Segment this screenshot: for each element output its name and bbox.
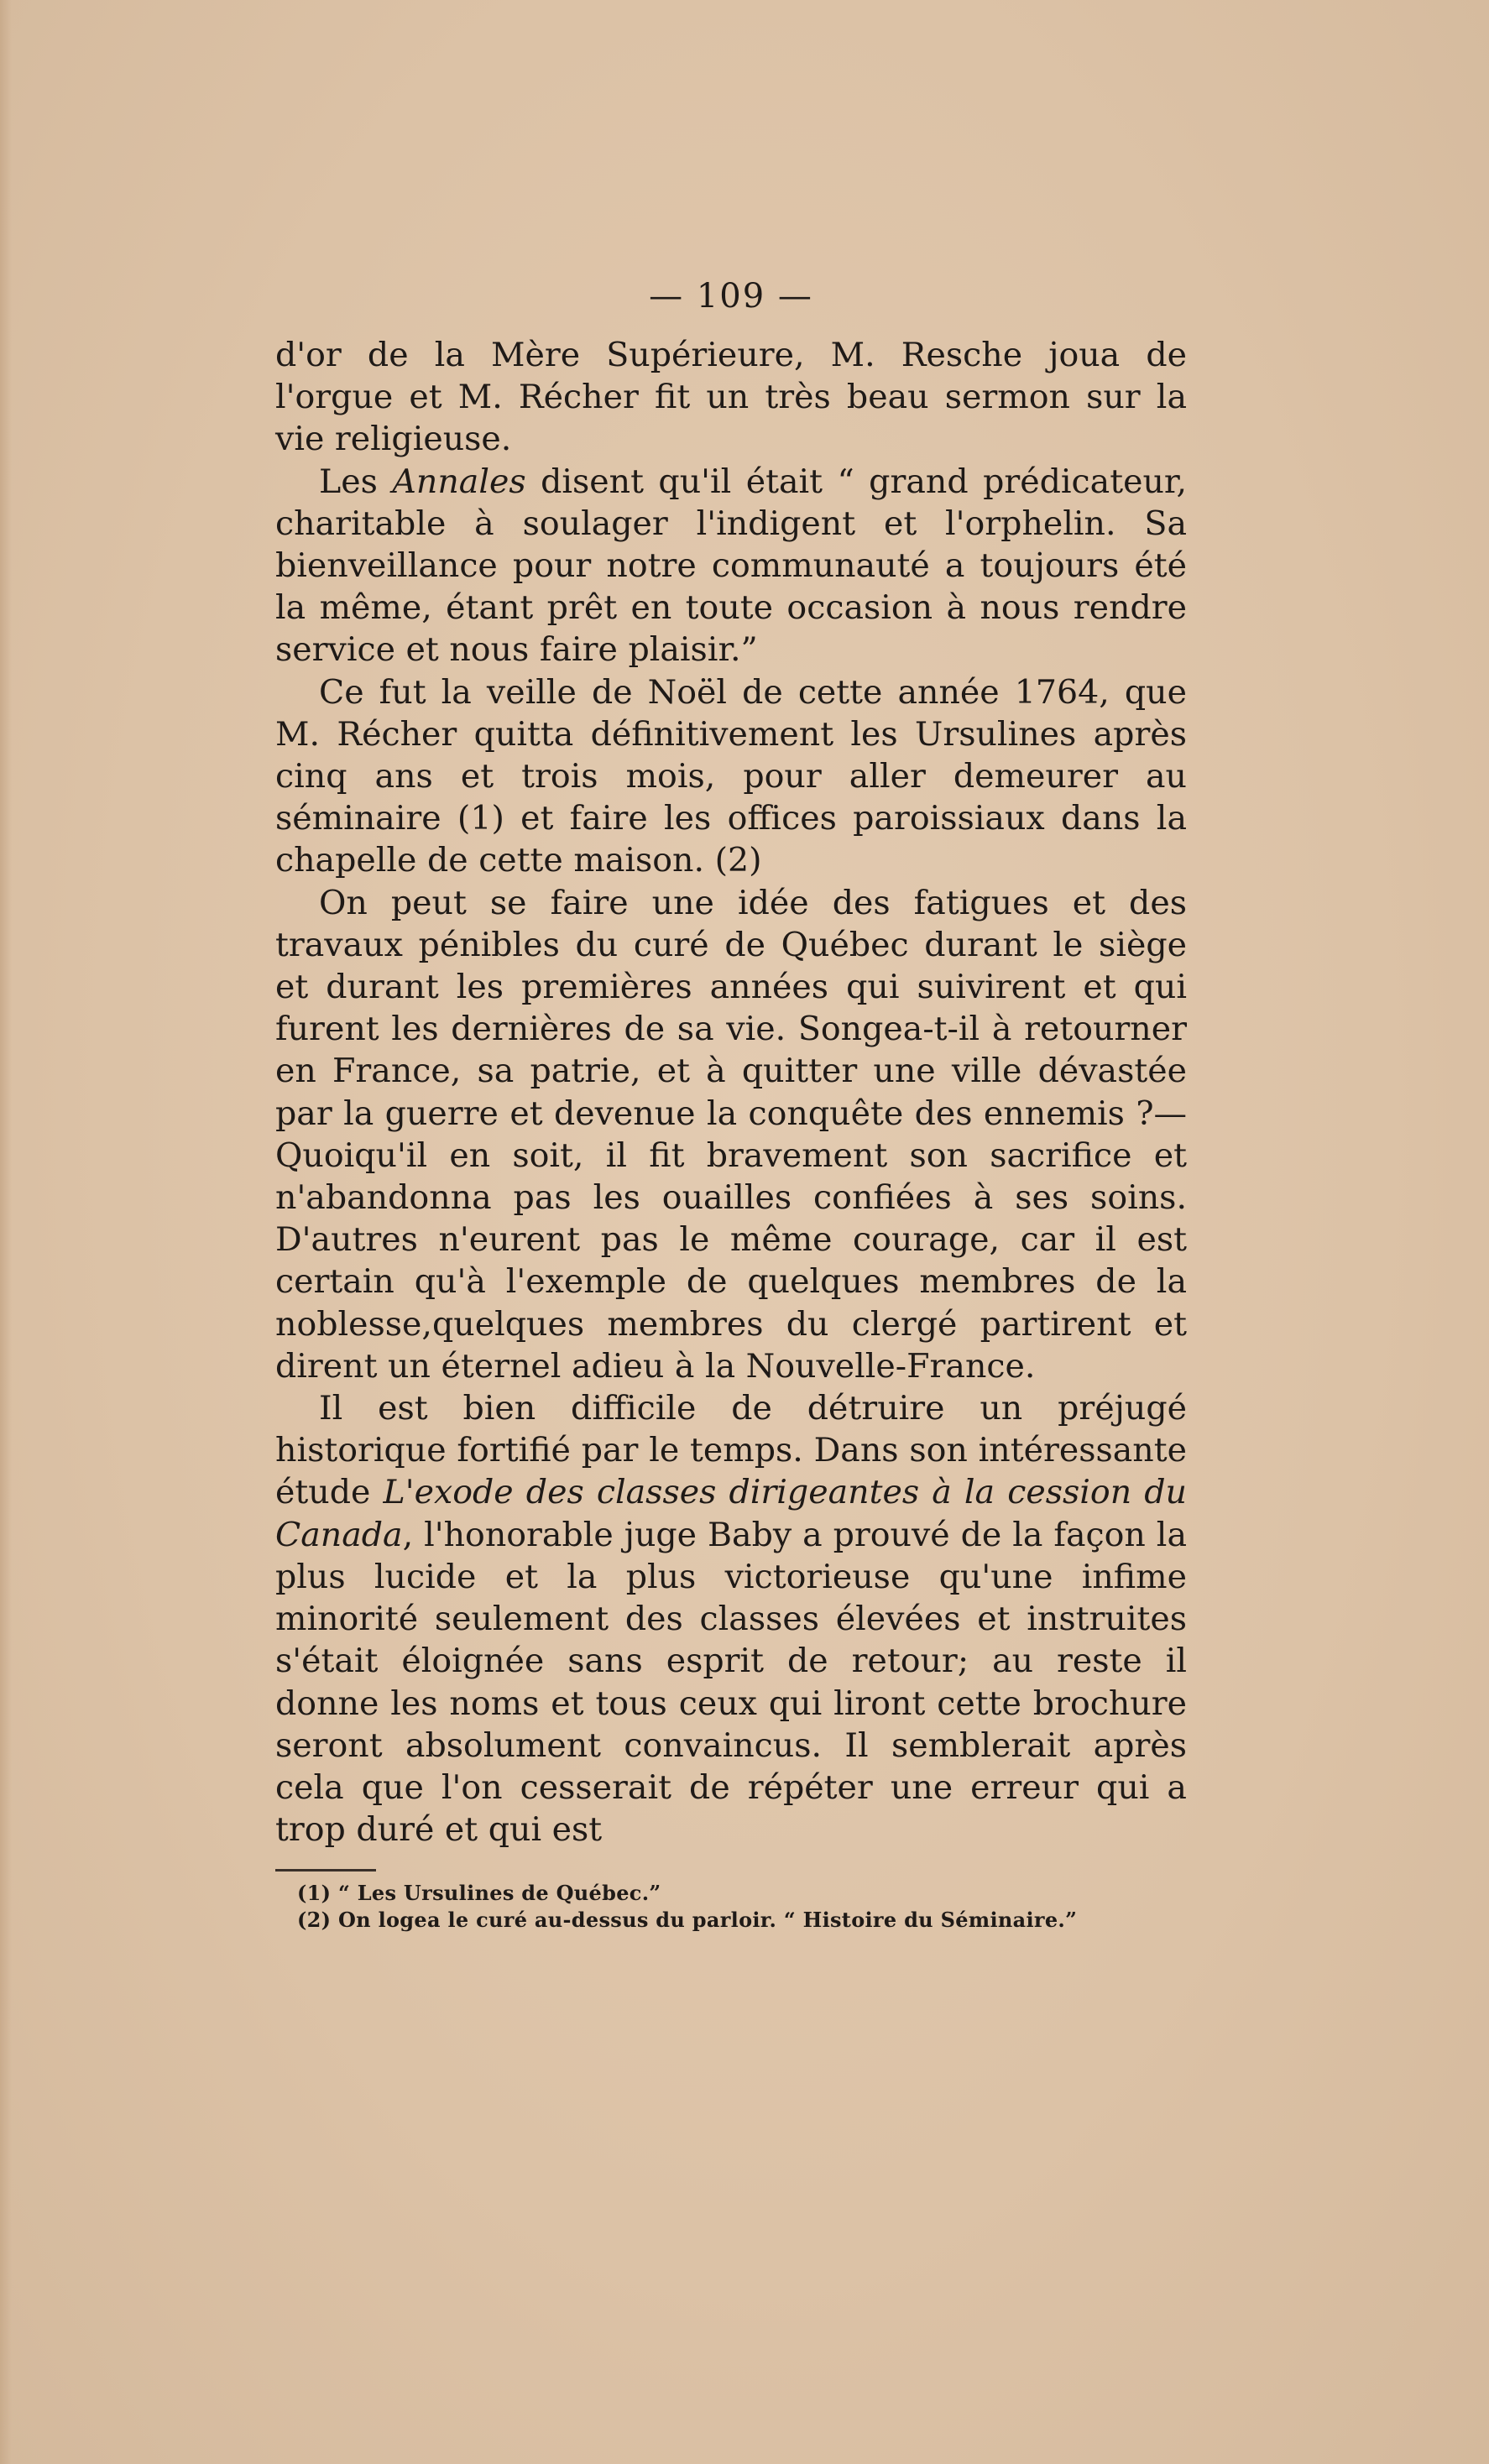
paragraph: [275, 461, 1187, 671]
paragraph: [275, 334, 1187, 461]
footnote-rule: [275, 1869, 376, 1871]
body-text: [275, 334, 1187, 1851]
text-run: Il est bien difficile de détruire un préjugé historique fortifié par le temps. Dans son intéressante étude: [275, 1389, 1187, 1512]
paragraph: [275, 1387, 1187, 1851]
italic-text: L'exode des classes dirigeantes à la cession du Canada: [275, 1473, 1187, 1554]
paragraph: [275, 882, 1187, 1387]
text-run: , l'honorable juge Baby a prouvé de la façon la plus lucide et la plus victorieuse qu'une infime minorité seulement des classes élevées et instruites s'était éloignée sans esprit de retour; au reste il donne les noms et tous ceux qui liront cette brochure seront absolument convaincus. Il semblerait après cela que l'on cesserait de répéter une erreur qui a trop duré et qui est: [275, 1515, 1187, 1850]
page-text-block: [275, 277, 1187, 1934]
footnote: (1) “ Les Ursulines de Québec.”: [297, 1881, 661, 1906]
text-run: d'or de la Mère Supérieure, M. Resche joua de l'orgue et M. Récher fit un très beau sermon sur la vie religieuse.: [275, 336, 1187, 459]
page-number: — 109 —: [649, 277, 813, 316]
text-run: Ce fut la veille de Noël de cette année 1764, que M. Récher quitta définitivement les Ursulines après cinq ans et trois mois, pour aller demeurer au séminaire (1) et faire les offices paroissiaux dans la chapelle de cette maison. (2): [275, 672, 1187, 880]
text-run: Les: [319, 462, 393, 501]
italic-text: Annales: [392, 462, 526, 501]
paragraph: [275, 671, 1187, 882]
footnote: (2) On logea le curé au-dessus du parloir. “ Histoire du Séminaire.”: [297, 1908, 1078, 1933]
page-edge-shadow: [0, 0, 12, 2464]
text-run: disent qu'il était “ grand prédicateur, charitable à soulager l'indigent et l'orphelin. Sa bienveillance pour notre communauté a toujours été la même, étant prêt en toute occasion à nous rendre service et nous faire plaisir.”: [275, 462, 1187, 670]
footnotes: [275, 1880, 1187, 1934]
text-run: On peut se faire une idée des fatigues et des travaux pénibles du curé de Québec durant le siège et durant les premières années qui suivirent et qui furent les dernières de sa vie. Songea-t-il à retourner en France, sa patrie, et à quitter une ville dévastée par la guerre et devenue la conquête des ennemis ?—Quoiqu'il en soit, il fit bravement son sacrifice et n'abandonna pas les ouailles confiées à ses soins. D'autres n'eurent pas le même courage, car il est certain qu'à l'exemple de quelques membres de la noblesse,quelques membres du clergé partirent et dirent un éternel adieu à la Nouvelle-France.: [275, 883, 1187, 1386]
